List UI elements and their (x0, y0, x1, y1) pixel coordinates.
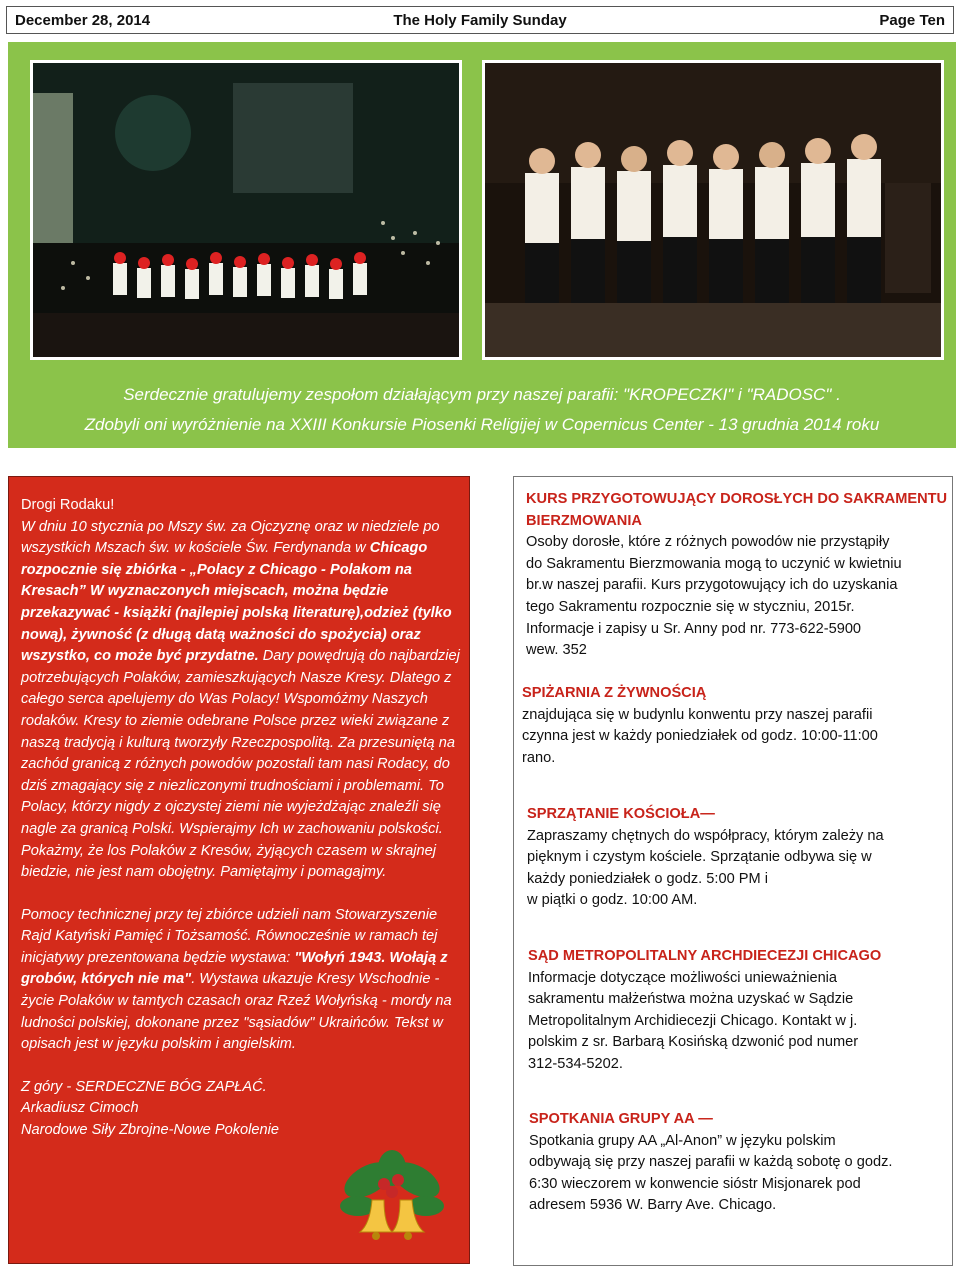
spizarnia-line: czynna jest w każdy poniedziałek od godz. 10:00-11:00 (522, 728, 878, 745)
header-title: The Holy Family Sunday (393, 11, 567, 29)
signature-thanks: Z góry - SERDECZNE BÓG ZAPŁAĆ. (21, 1078, 267, 1095)
sad-heading: SĄD METROPOLITALNY ARCHDIECEZJI CHICAGO (528, 948, 882, 964)
kurs-heading-2: BIERZMOWANIA (526, 512, 642, 529)
stage-choir-photo (30, 60, 462, 360)
kurs-line: do Sakramentu Bierzmowania mogą to uczynić w kwietniu (526, 555, 902, 572)
kurs-line: br.w naszej parafii. Kurs przygotowujący ich do uzyskania (526, 577, 898, 594)
section-aa (529, 1109, 892, 1217)
article-paragraph-2 (21, 905, 461, 1056)
section-kurs (526, 489, 947, 662)
spizarnia-heading: SPIŻARNIA Z ŻYWNOŚCIĄ (522, 685, 707, 701)
kurs-line: Osoby dorosłe, które z różnych powodów nie przystąpiły (526, 534, 890, 551)
bulletin-column (513, 476, 953, 1266)
kurs-line: Informacje i zapisy u Sr. Anny pod nr. 773-622-5900 (526, 620, 862, 637)
kurs-line: wew. 352 (526, 642, 587, 659)
article-text (21, 495, 461, 1142)
girls-choir-photo (482, 60, 944, 360)
p2-exhibit-title: "Wołyń 1943. Wołają z grobów, których nie ma" (21, 949, 448, 988)
sprzatanie-heading: SPRZĄTANIE KOŚCIOŁA— (527, 806, 715, 822)
p2-rest: . Wystawa ukazuje Kresy Wschodnie - życie Polaków w tamtych czasach oraz Rzeź Wołyńską - mordy na ludności polskiej, dokonane przez "sąsiadów" Ukraińców. Tekst w opisach jest w języku polskim i angielskim. (21, 971, 452, 1053)
christmas-bells-icon (338, 1150, 446, 1246)
aa-line: 6:30 wieczorem w konwencie sióstr Misjonarek pod (529, 1175, 861, 1192)
article-greeting: Drogi Rodaku! (21, 497, 115, 513)
caption-line-2: Zdobyli oni wyróżnienie na XXIII Konkursie Piosenki Religijej w Copernicus Center - 13 grudnia 2014 roku (84, 415, 880, 434)
kurs-line: tego Sakramentu rozpocznie się w styczniu, 2015r. (526, 598, 855, 615)
section-sad (528, 946, 881, 1076)
p1-intro: W dniu 10 stycznia po Mszy św. za Ojczyznę oraz w niedziele po wszystkich Mszach św. w kościele Św. Ferdynanda w (21, 518, 440, 557)
photo-panel (8, 42, 956, 448)
signature-name: Arkadiusz Cimoch (21, 1100, 139, 1117)
spizarnia-line: rano. (522, 749, 556, 766)
section-spizarnia (522, 683, 878, 769)
aa-line: odbywają się przy naszej parafii w każdą sobotę o godz. (529, 1154, 893, 1171)
page-header (6, 6, 954, 34)
aa-heading: SPOTKANIA GRUPY AA (529, 1111, 695, 1127)
p1-rest: Dary powędrują do najbardziej potrzebujących Polaków, zamieszkujących Nasze Kresy. Dlatego z całego serca apelujemy do Was Polacy! Wspomóżmy Naszych rodaków. Kresy to ziemie odebrane Polsce przez wieki związane z naszą tradycją i kulturą tworzyły Rzeczpospolitą. Za przesuniętą na zachód granicą z różnych powodów pozostali tam nasi Rodacy, do dziś zmagający się z niezliczonymi trudnościami i problemami. To Polacy, którzy nigdy z ojczystej ziemi nie wyjeżdżając znaleźli się nagle za granicą Polski. Wspierajmy Ich w zachowaniu polskości. Pokażmy, że los Polaków z Kresów, żyjących czasem w skrajnej biedzie, nie jest nam obojętny. Pamiętajmy i pomagajmy. (21, 648, 460, 881)
sad-line: polskim z sr. Barbarą Kosińską dzwonić pod numer (528, 1034, 859, 1051)
section-sprzatanie (527, 804, 884, 912)
sprzatanie-line: Zapraszamy chętnych do współpracy, którym zależy na (527, 827, 884, 844)
p1-bold: Chicago rozpocznie się zbiórka - „Polacy z Chicago - Polakom na Kresach” W wyznaczonych miejscach, można będzie przekazywać - książki (najlepiej polską literaturę),odzież (tylko nową), żywność (z długą datą ważności do spożycia) oraz wszystko, co może być przydatne. (21, 540, 452, 665)
sprzatanie-line: pięknym i czystym kościele. Sprzątanie odbywa się w (527, 849, 872, 866)
spizarnia-line: znajdująca się w budynlu konwentu przy naszej parafii (522, 706, 873, 723)
header-date: December 28, 2014 (15, 11, 151, 29)
p2-intro: Pomocy technicznej przy tej zbiórce udzieli nam Stowarzyszenie Rajd Katyński Pamięć i Tożsamość. Równocześnie w ramach tej inicjatywy prezentowana będzie wystawa: (21, 906, 438, 966)
article-paragraph-1 (21, 517, 461, 884)
sprzatanie-line: w piątki o godz. 10:00 AM. (527, 892, 698, 909)
aa-line: adresem 5936 W. Barry Ave. Chicago. (529, 1197, 777, 1214)
sad-line: sakramentu małżeństwa można uzyskać w Sądzie (528, 991, 854, 1008)
aa-heading-dash: — (694, 1111, 713, 1127)
article-panel (8, 476, 470, 1264)
sad-line: Informacje dotyczące możliwości unieważnienia (528, 969, 838, 986)
aa-line: Spotkania grupy AA „Al-Anon” w języku polskim (529, 1132, 836, 1149)
header-page: Page Ten (879, 11, 945, 29)
caption-line-1: Serdecznie gratulujemy zespołom działającym przy naszej parafii: "KROPECZKI" i "RADOSC" . (123, 385, 841, 404)
signature-org: Narodowe Siły Zbrojne-Nowe Pokolenie (21, 1122, 279, 1139)
kurs-heading-1: KURS PRZYGOTOWUJĄCY DOROSŁYCH DO SAKRAMENTU (526, 491, 948, 507)
sad-line: 312-534-5202. (528, 1055, 623, 1072)
aa-heading-row (529, 1109, 892, 1131)
sprzatanie-line: każdy poniedziałek o godz. 5:00 PM i (527, 870, 768, 887)
sad-line: Metropolitalnym Archidiecezji Chicago. Kontakt w j. (528, 1012, 858, 1029)
